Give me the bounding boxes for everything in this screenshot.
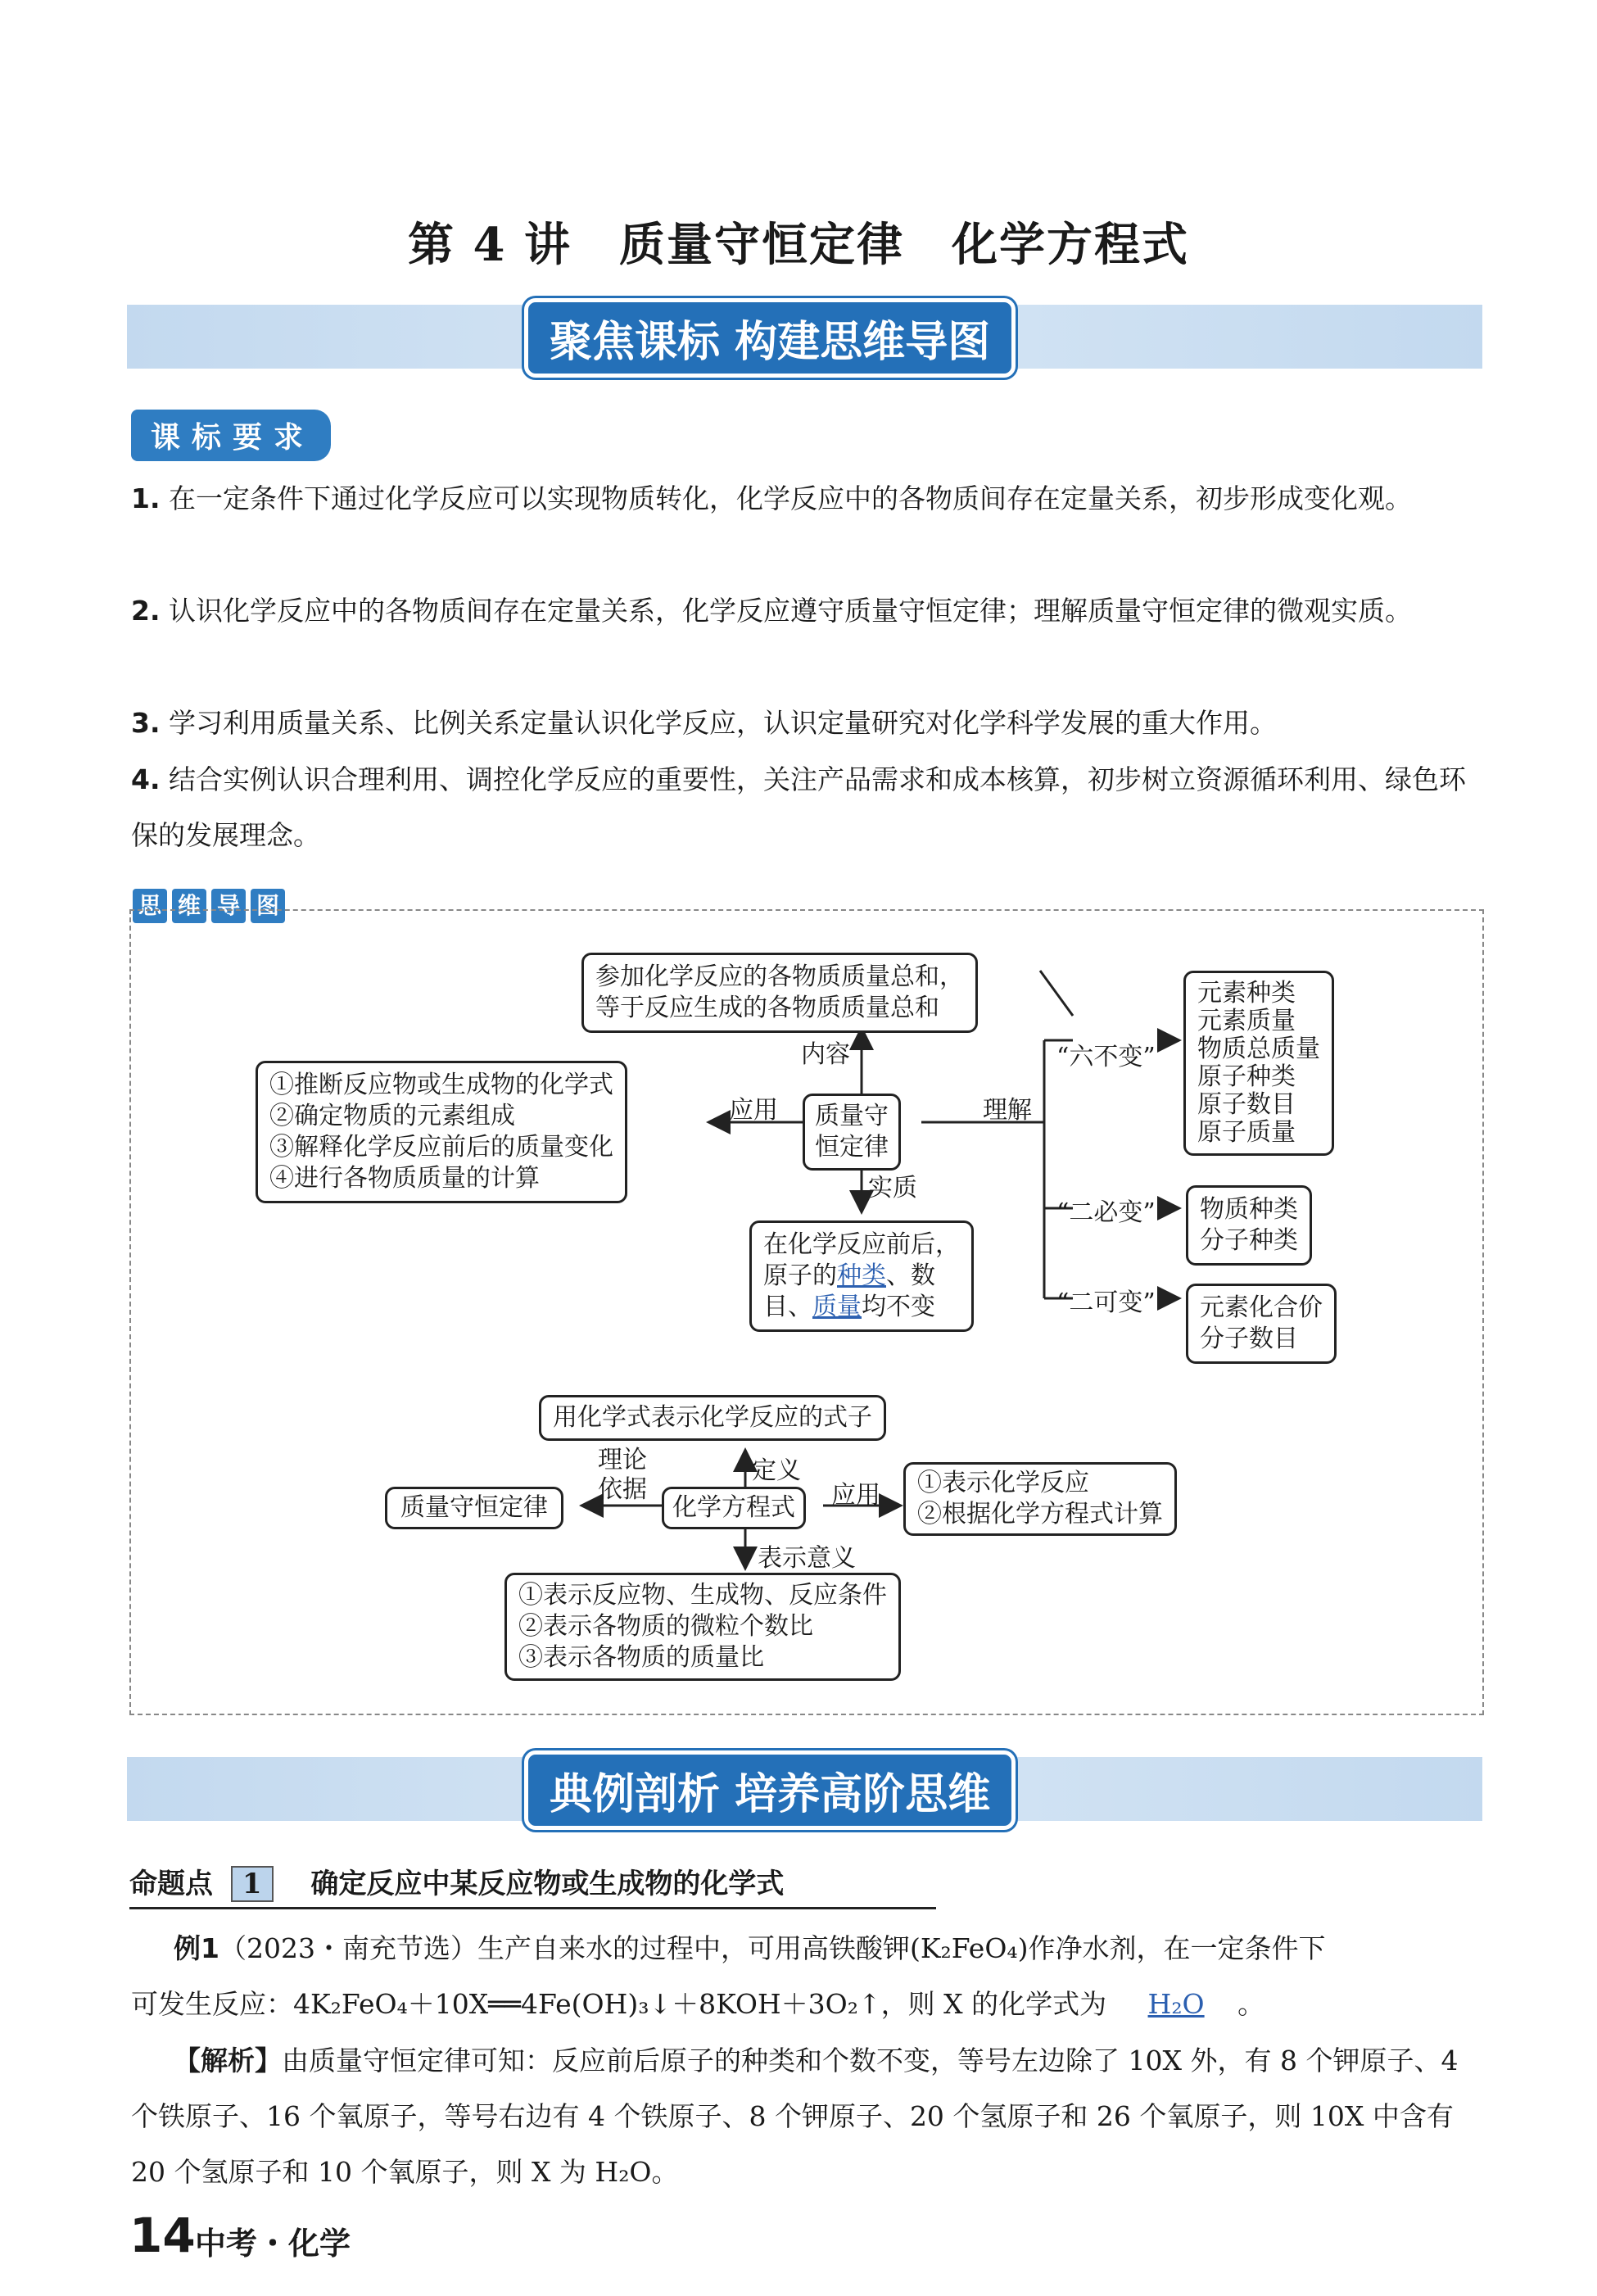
page-title: 第 4 讲 质量守恒定律 化学方程式 — [408, 218, 1189, 272]
content-box: 参加化学反应的各物质质量总和， 等于反应生成的各物质质量总和 — [581, 953, 978, 1033]
book-name: 中考・化学 — [195, 2226, 351, 2262]
answer-blank: H₂O — [1147, 1988, 1205, 2020]
two-must-change-label: “二必变” — [1056, 1198, 1156, 1227]
meaning-box: ①表示反应物、生成物、反应条件 ②表示各物质的微粒个数比 ③表示各物质的质量比 — [504, 1573, 901, 1681]
two-may-change-box: 元素化合价 分子数目 — [1186, 1284, 1337, 1364]
meaning-label: 表示意义 — [758, 1544, 856, 1573]
basis-label: 理论 依据 — [598, 1446, 647, 1504]
two-must-change-box: 物质种类 分子种类 — [1186, 1185, 1312, 1266]
definition-label: 定义 — [752, 1456, 801, 1485]
requirement-item: 2. 认识化学反应中的各物质间存在定量关系，化学反应遵守质量守恒定律；理解质量守恒定律的微观实质。 — [131, 595, 1412, 627]
center-conservation: 质量守 恒定律 — [803, 1094, 901, 1171]
equation-apply-label: 应用 — [831, 1481, 880, 1510]
equation-apply-box: ①表示化学反应 ②根据化学方程式计算 — [903, 1462, 1177, 1536]
example-line: 例1（2023・南充节选）生产自来水的过程中，可用高铁酸钾(K₂FeO₄)作净水剂，在一定条件下 — [174, 1932, 1326, 1964]
six-unchanged-box: 元素种类 元素质量 物质总质量 原子种类 原子数目 原子质量 — [1183, 971, 1334, 1156]
example-line: 可发生反应：4K₂FeO₄＋10X══4Fe(OH)₃↓＋8KOH＋3O₂↑，则 X 的化学式为 H₂O 。 — [131, 1977, 1482, 2032]
analysis: 【解析】由质量守恒定律可知：反应前后原子的种类和个数不变，等号左边除了 10X 外，有 8 个钾原子、4 个铁原子、16 个氧原子，等号右边有 4 个铁原子、8 个钾原子、20 个氢原子和 26 个氧原子，则 10X 中含有 20 个氢原子和 10 个氧原子，则 X 为 H₂O。 — [131, 2045, 1459, 2188]
six-unchanged-label: “六不变” — [1056, 1043, 1156, 1071]
page-number: 14 — [129, 2208, 196, 2263]
requirement-item: 1. 在一定条件下通过化学反应可以实现物质转化，化学反应中的各物质间存在定量关系，初步形成变化观。 — [131, 482, 1412, 514]
point-heading: 命题点 1 确定反应中某反应物或生成物的化学式 — [129, 1861, 936, 1909]
content-label: 内容 — [801, 1040, 850, 1069]
requirements-tag: 课标要求 — [131, 410, 331, 461]
basis-box: 质量守恒定律 — [385, 1487, 563, 1529]
requirement-item: 4. 结合实例认识合理利用、调控化学反应的重要性，关注产品需求和成本核算，初步树立资源循环利用、绿色环保的发展理念。 — [131, 763, 1466, 851]
essence-box: 在化学反应前后， 原子的种类、数 目、质量均不变 — [749, 1220, 974, 1332]
two-may-change-label: “二可变” — [1056, 1288, 1156, 1317]
essence-label: 实质 — [868, 1174, 917, 1202]
understand-label: 理解 — [983, 1096, 1032, 1125]
apply-label: 应用 — [729, 1096, 778, 1125]
section-heading: 典例剖析 培养高阶思维 — [524, 1750, 1016, 1830]
mindmap-tag: 思 维 导 图 — [133, 889, 290, 923]
center-equation: 化学方程式 — [662, 1487, 806, 1529]
definition-box: 用化学式表示化学反应的式子 — [539, 1395, 886, 1441]
requirement-item: 3. 学习利用质量关系、比例关系定量认识化学反应，认识定量研究对化学科学发展的重大作用。 — [131, 707, 1277, 739]
apply-box: ①推断反应物或生成物的化学式 ②确定物质的元素组成 ③解释化学反应前后的质量变化 ④进行各物质质量的计算 — [256, 1061, 627, 1203]
section-heading: 聚焦课标 构建思维导图 — [524, 298, 1016, 378]
